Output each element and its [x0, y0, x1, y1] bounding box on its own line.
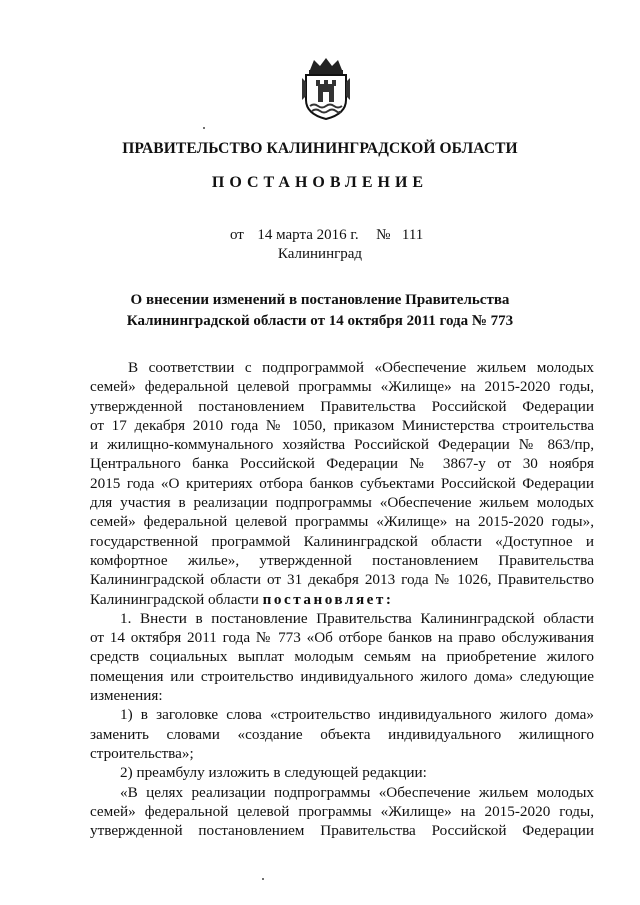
body-line: утвержденной постановлением Правительства Российской Федерации [90, 822, 594, 840]
body-line: семей» федеральной целевой программы «Жилище» на 2015-2020 годы», [90, 513, 594, 531]
body-line: семей» федеральной целевой программы «Жилище» на 2015-2020 годы, [90, 802, 594, 820]
body-line: В соответствии с подпрограммой «Обеспечение жильем молодых [128, 359, 594, 376]
body-line: помещения или строительство индивидуального жилого дома» следующие [90, 667, 594, 685]
body-line: от 17 декабря 2010 года № 1050, приказом Министерства строительства [90, 416, 594, 434]
body-line: 1) в заголовке слова «строительство индивидуального жилого дома» [120, 706, 594, 724]
date-line [230, 227, 423, 244]
document-body [90, 358, 594, 840]
body-line: комфортное жилье», утвержденной постановлением Правительства [90, 551, 594, 569]
body-line: и жилищно-коммунального хозяйства Российской Федерации № 863/пр, [90, 436, 594, 454]
document-number: 111 [401, 227, 424, 243]
body-line: от 14 октября 2011 года № 773 «Об отборе банков на право обслуживания [90, 629, 594, 647]
body-line: 2) преамбулу изложить в следующей редакции: [120, 764, 427, 782]
date-prefix: от [230, 227, 244, 243]
body-line: государственной программой Калининградской области «Доступное и [90, 532, 594, 550]
number-sign: № [376, 227, 391, 243]
body-line: Калининградской области от 31 декабря 2013 года № 1026, Правительство [90, 571, 594, 589]
body-line: изменения: [90, 687, 163, 705]
document-type: ПОСТАНОВЛЕНИЕ [211, 174, 429, 191]
body-line: семей» федеральной целевой программы «Жилище» на 2015-2020 годы, [90, 378, 594, 396]
scan-speck [203, 127, 205, 129]
body-line-prefix: Калининградской области [90, 590, 259, 608]
document-date: 14 марта 2016 г. [257, 227, 359, 243]
subject-line: О внесении изменений в постановление Правительства [130, 292, 510, 308]
body-line: утвержденной постановлением Правительства Российской Федерации [90, 397, 594, 415]
body-line: 2015 года «О критериях отбора банков субъектами Российской Федерации [90, 474, 594, 492]
body-line: строительства»; [90, 744, 194, 762]
city: Калининград [277, 246, 363, 262]
body-line: Центрального банка Российской Федерации № 3867-у от 30 ноября [90, 455, 594, 473]
body-line: для участия в реализации подпрограммы «Обеспечение жильем молодых [90, 494, 594, 512]
body-line: заменить словами «создание объекта индивидуального жилищного [90, 725, 594, 743]
subject-line: Калининградской области от 14 октября 2011 года № 773 [126, 313, 514, 329]
scan-speck [262, 878, 264, 880]
coat-of-arms-icon [298, 56, 354, 120]
body-line: средств социальных выплат молодым семьям на приобретение жилого [90, 648, 594, 666]
body-line: «В целях реализации подпрограммы «Обеспечение жильем молодых [120, 783, 594, 801]
body-line: 1. Внести в постановление Правительства Калининградской области [120, 609, 594, 627]
body-line [90, 590, 594, 609]
document-subject [90, 290, 550, 332]
government-title: ПРАВИТЕЛЬСТВО КАЛИНИНГРАДСКОЙ ОБЛАСТИ [122, 140, 518, 157]
decree-word: постановляет: [262, 590, 394, 608]
